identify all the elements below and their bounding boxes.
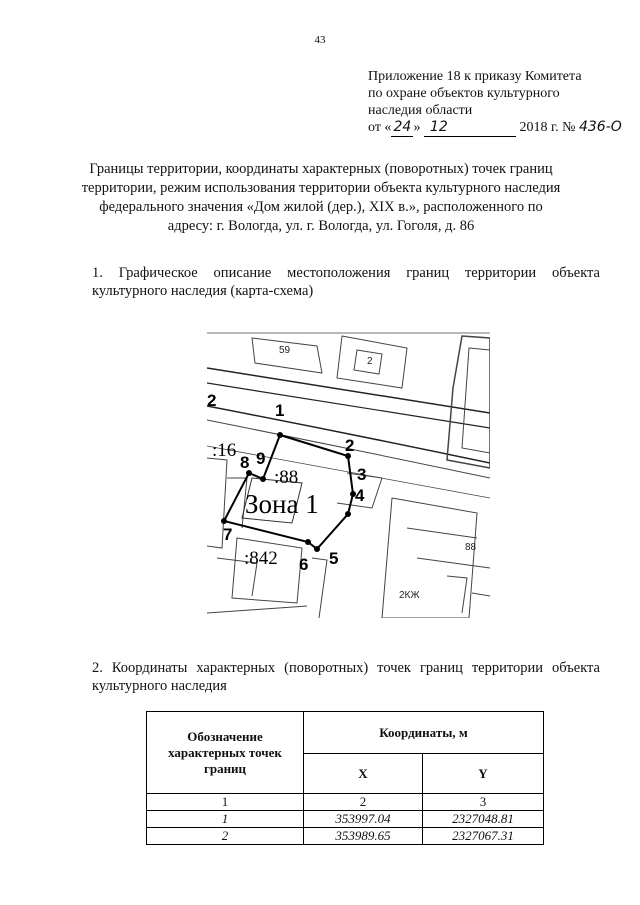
order-number: 436-О: [578, 119, 622, 135]
coordinates-table: [146, 711, 544, 845]
map-bg-label-88: 88: [465, 542, 477, 553]
row-y: 2327067.31: [423, 828, 544, 845]
date-day: 24: [391, 119, 413, 137]
table-row: [147, 811, 544, 828]
col-number-1: 1: [147, 794, 304, 811]
svg-text:2: 2: [207, 391, 217, 410]
row-x: 353989.65: [304, 828, 423, 845]
row-x: 353997.04: [304, 811, 423, 828]
header-coordinates: Координаты, м: [304, 712, 544, 754]
map-point-5: 5: [329, 549, 339, 568]
appendix-line-2: по охране объектов культурного: [368, 86, 560, 101]
parcel-label-88: :88: [274, 467, 299, 488]
zone-label: Зона 1: [245, 489, 319, 519]
section-2-heading: 2. Координаты характерных (поворотных) точек границ территории объекта культурного наследия: [92, 660, 600, 694]
map-bg-label-59: 59: [279, 345, 291, 356]
header-designation: Обозначение характерных точек границ: [147, 712, 304, 794]
row-point: 1: [147, 811, 304, 828]
date-quote-close: »: [413, 120, 421, 135]
section-1-heading: 1. Графическое описание местоположения границ территории объекта культурного наследия (карта-схема): [92, 265, 600, 299]
header-x: X: [304, 754, 423, 794]
map-point-6: 6: [299, 555, 309, 574]
appendix-line-3: наследия области: [368, 103, 473, 118]
document-title: Границы территории, координаты характерных (поворотных) точек границ территории, режим использования территории объекта культурного наследия федерального значения «Дом жилой (дер.), XIX в.», расположенного по адресу: г. Вологда, ул. г. Вологда, ул. Гоголя, д. 86: [81, 161, 561, 234]
date-prefix: от «: [368, 120, 392, 135]
boundary-map: [207, 328, 490, 618]
date-month: 12: [424, 119, 516, 137]
map-bg-label-2kzh: 2КЖ: [399, 590, 420, 601]
header-y: Y: [423, 754, 544, 794]
map-bg-label-2: 2: [367, 356, 373, 367]
map-point-8: 8: [240, 453, 250, 472]
col-number-3: 3: [423, 794, 544, 811]
map-point-9: 9: [256, 449, 266, 468]
page-number: 43: [314, 34, 326, 46]
map-point-1: 1: [275, 401, 285, 420]
parcel-label-842: :842: [244, 548, 278, 569]
map-point-3: 3: [357, 465, 367, 484]
date-year: 2018 г. №: [519, 120, 576, 135]
row-y: 2327048.81: [423, 811, 544, 828]
col-number-2: 2: [304, 794, 423, 811]
map-point-2: 2: [345, 436, 355, 455]
map-point-4: 4: [355, 486, 365, 505]
parcel-label-16: :16: [212, 440, 237, 461]
appendix-date-line: [368, 119, 628, 137]
map-point-7: 7: [223, 525, 233, 544]
row-point: 2: [147, 828, 304, 845]
table-row: [147, 828, 544, 845]
appendix-line-1: Приложение 18 к приказу Комитета: [368, 69, 582, 84]
